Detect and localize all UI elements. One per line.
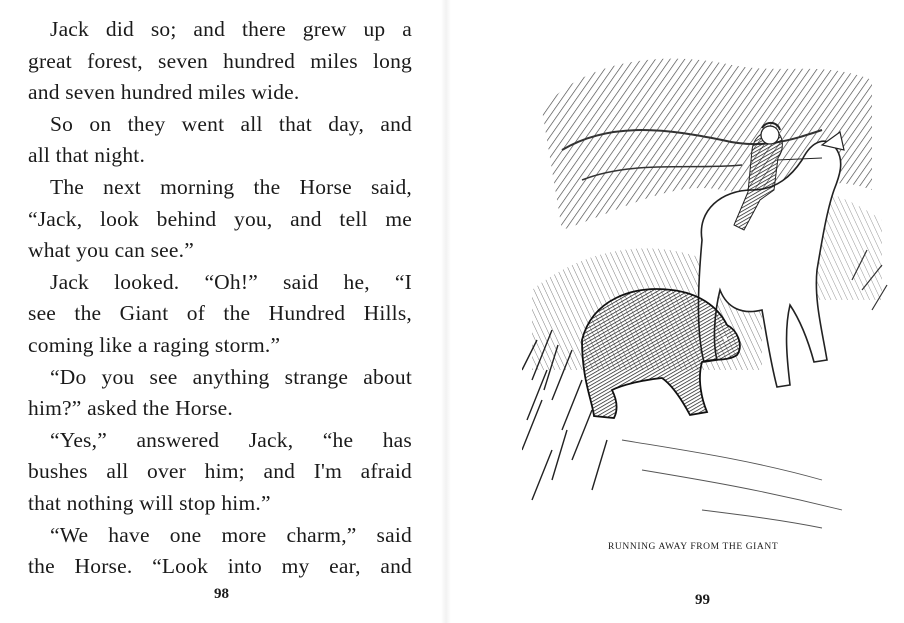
text-line: and seven hundred miles wide.	[28, 80, 300, 105]
text-line: “Do you see anything strange about	[50, 364, 412, 389]
text-line: “Yes,” answered Jack, “he has	[50, 427, 412, 452]
paragraph	[28, 362, 412, 425]
page-number: 98	[214, 586, 229, 602]
text-line: “Jack, look behind you, and tell me	[28, 206, 412, 231]
text-line: great forest, seven hundred miles long	[28, 48, 412, 73]
paragraph	[28, 109, 412, 172]
text-line: him?” asked the Horse.	[28, 396, 233, 421]
illustration-caption: RUNNING AWAY FROM THE GIANT	[608, 542, 779, 552]
paragraph	[28, 267, 412, 362]
paragraph	[28, 425, 412, 520]
text-line: Jack looked. “Oh!” said he, “I	[50, 269, 412, 294]
book-gutter	[441, 0, 451, 623]
text-line: what you can see.”	[28, 238, 194, 263]
text-line: bushes all over him; and I'm afraid	[28, 459, 412, 484]
text-line: The next morning the Horse said,	[50, 174, 412, 199]
text-line: coming like a raging storm.”	[28, 332, 281, 357]
paragraph	[28, 520, 412, 583]
right-page	[452, 0, 904, 623]
text-line: that nothing will stop him.”	[28, 490, 271, 515]
left-page	[0, 0, 440, 623]
text-line: So on they went all that day, and	[50, 111, 412, 136]
text-line: the Horse. “Look into my ear, and	[28, 554, 412, 579]
body-text	[28, 14, 412, 583]
page-number: 99	[695, 592, 710, 608]
paragraph	[28, 172, 412, 267]
illustration-engraving	[522, 40, 892, 530]
text-line: all that night.	[28, 143, 146, 168]
text-line: see the Giant of the Hundred Hills,	[28, 301, 412, 326]
paragraph	[28, 14, 412, 109]
text-line: “We have one more charm,” said	[50, 522, 412, 547]
text-line: Jack did so; and there grew up a	[50, 17, 412, 41]
